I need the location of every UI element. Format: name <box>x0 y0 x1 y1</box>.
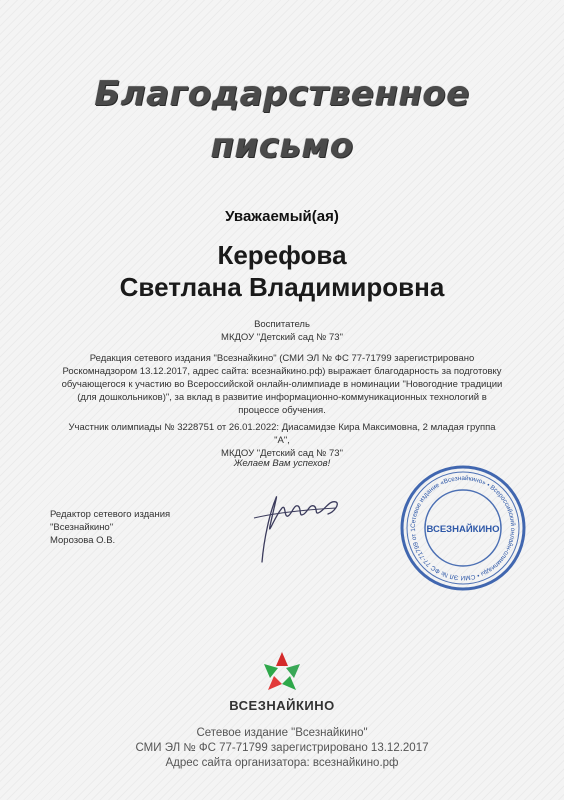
title-line-1: Благодарственное <box>94 74 470 114</box>
star-logo-icon <box>256 648 308 696</box>
footer-line-3: Адрес сайта организатора: всезнайкино.рф <box>165 757 399 769</box>
greeting: Уважаемый(ая) <box>225 208 339 225</box>
footer-line-2: СМИ ЭЛ № ФС 77-71799 зарегистрировано 13.12.2017 <box>135 742 429 754</box>
position-role: Воспитатель <box>254 319 310 330</box>
participant-line-1: Участник олимпиады № 3228751 от 26.01.2022: Диасамидзе Кира Максимовна, 2 младая группа "А", <box>68 422 496 446</box>
editor-line-2: "Всезнайкино" <box>50 522 114 533</box>
signature <box>240 478 350 568</box>
editor-block <box>50 508 170 547</box>
participant-line-2: МКДОУ "Детский сад № 73" <box>221 448 343 459</box>
stamp-ring-text: Сетевое издание «Всезнайкино» • Всероссийский онлайн-олимпиады • СМИ ЭЛ № ФС 77-71799 от 1 <box>409 474 517 582</box>
editor-line-1: Редактор сетевого издания <box>50 509 171 520</box>
participant-info <box>60 421 504 460</box>
logo-brand-text: ВСЕЗНАЙКИНО <box>229 698 335 713</box>
recipient-position <box>60 318 504 344</box>
body-text: Редакция сетевого издания "Всезнайкино" (СМИ ЭЛ № ФС 77-71799 зарегистрировано Роскомнадзором 13.12.2017, адрес сайта: всезнайкино.рф) выражает благодарность за подготовку обучающегося к участию во Всероссийской онлайн-олимпиаде в номинации "Новогодние традиции (для дошкольников)", за вклад в развитие информационно-коммуникационных технологий в процессе обучения. <box>61 353 503 416</box>
wish-text: Желаем Вам успехов! <box>233 458 331 469</box>
recipient-given-name: Светлана Владимировна <box>119 272 445 302</box>
recipient-surname: Керефова <box>217 240 347 270</box>
footer-line-1: Сетевое издание "Всезнайкино" <box>196 727 368 739</box>
stamp-center-text: ВСЕЗНАЙКИНО <box>426 524 500 535</box>
editor-line-3: Морозова О.В. <box>50 535 116 546</box>
position-org: МКДОУ "Детский сад № 73" <box>221 332 343 343</box>
stamp <box>398 463 528 593</box>
title-line-2: письмо <box>210 126 354 166</box>
